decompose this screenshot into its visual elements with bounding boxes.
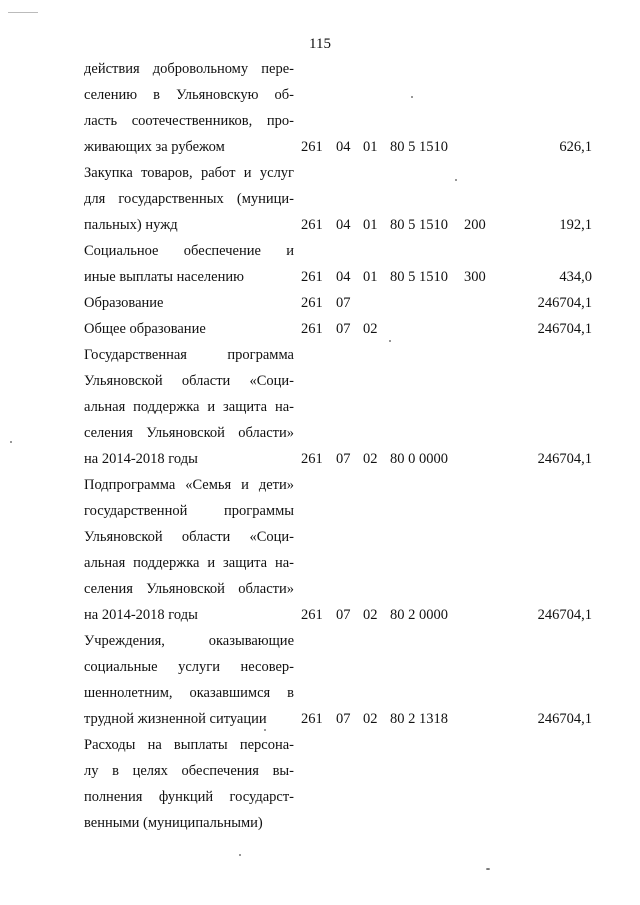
table-row <box>0 290 640 316</box>
table-row <box>0 342 640 472</box>
scan-speck <box>486 868 490 870</box>
scan-speck <box>389 340 391 342</box>
scan-speck <box>8 12 38 13</box>
description-line: Государственная программа <box>84 347 294 363</box>
description-line: Общее образование <box>84 321 206 337</box>
cell-rz: 07 <box>336 295 351 311</box>
description-line: для государственных (муници- <box>84 191 294 207</box>
description-line: на 2014-2018 годы <box>84 451 198 467</box>
description-line: иные выплаты населению <box>84 269 244 285</box>
description-line: пальных) нужд <box>84 217 178 233</box>
description-line: селения Ульяновской области» <box>84 425 294 441</box>
description-line: полнения функций государст- <box>84 789 294 805</box>
cell-csr: 80 2 0000 <box>390 607 448 623</box>
description-line: Ульяновской области «Соци- <box>84 529 294 545</box>
cell-csr: 80 5 1510 <box>390 139 448 155</box>
description-line: трудной жизненной ситуации <box>84 711 267 727</box>
cell-pr: 01 <box>363 217 378 233</box>
description-line: на 2014-2018 годы <box>84 607 198 623</box>
cell-pr: 02 <box>363 607 378 623</box>
description-line: альная поддержка и защита на- <box>84 555 294 571</box>
cell-adm: 261 <box>301 607 323 623</box>
description-line: Образование <box>84 295 164 311</box>
row-codes <box>0 316 640 342</box>
cell-rz: 04 <box>336 217 351 233</box>
cell-csr: 80 0 0000 <box>390 451 448 467</box>
table-row <box>0 238 640 290</box>
table-row <box>0 732 640 836</box>
cell-adm: 261 <box>301 139 323 155</box>
scan-speck <box>10 441 12 443</box>
cell-csr: 80 5 1510 <box>390 217 448 233</box>
row-codes <box>0 706 640 732</box>
description-line: Социальное обеспечение и <box>84 243 294 259</box>
cell-rz: 07 <box>336 607 351 623</box>
row-codes <box>0 810 640 836</box>
cell-rz: 04 <box>336 139 351 155</box>
description-line: селения Ульяновской области» <box>84 581 294 597</box>
cell-csr: 80 5 1510 <box>390 269 448 285</box>
cell-pr: 02 <box>363 321 378 337</box>
cell-sum: 246704,1 <box>537 451 592 467</box>
description-line: Расходы на выплаты персона- <box>84 737 294 753</box>
table-row <box>0 160 640 238</box>
cell-sum: 246704,1 <box>537 711 592 727</box>
row-codes <box>0 290 640 316</box>
cell-pr: 02 <box>363 451 378 467</box>
cell-csr: 80 2 1318 <box>390 711 448 727</box>
description-line: селению в Ульяновскую об- <box>84 87 294 103</box>
scan-speck <box>264 729 266 731</box>
table-row <box>0 56 640 160</box>
cell-pr: 02 <box>363 711 378 727</box>
cell-adm: 261 <box>301 321 323 337</box>
table-row <box>0 628 640 732</box>
scan-speck <box>455 179 457 181</box>
cell-pr: 01 <box>363 139 378 155</box>
description-line: Закупка товаров, работ и услуг <box>84 165 294 181</box>
table-row <box>0 472 640 628</box>
cell-vr: 300 <box>464 269 486 285</box>
table-row <box>0 316 640 342</box>
cell-adm: 261 <box>301 269 323 285</box>
scan-speck <box>411 96 413 98</box>
cell-sum: 192,1 <box>559 217 592 233</box>
row-codes <box>0 602 640 628</box>
cell-pr: 01 <box>363 269 378 285</box>
cell-sum: 626,1 <box>559 139 592 155</box>
description-line: государственной программы <box>84 503 294 519</box>
cell-adm: 261 <box>301 711 323 727</box>
cell-rz: 07 <box>336 321 351 337</box>
cell-adm: 261 <box>301 217 323 233</box>
row-codes <box>0 134 640 160</box>
cell-sum: 434,0 <box>559 269 592 285</box>
scan-speck <box>239 854 241 856</box>
cell-adm: 261 <box>301 295 323 311</box>
description-line: действия добровольному пере- <box>84 61 294 77</box>
description-line: альная поддержка и защита на- <box>84 399 294 415</box>
budget-table <box>0 56 640 836</box>
description-line: Подпрограмма «Семья и дети» <box>84 477 294 493</box>
description-line: шеннолетним, оказавшимся в <box>84 685 294 701</box>
cell-adm: 261 <box>301 451 323 467</box>
cell-rz: 07 <box>336 451 351 467</box>
row-codes <box>0 264 640 290</box>
cell-rz: 07 <box>336 711 351 727</box>
cell-sum: 246704,1 <box>537 321 592 337</box>
description-line: живающих за рубежом <box>84 139 225 155</box>
description-line: венными (муниципальными) <box>84 815 263 831</box>
description-line: социальные услуги несовер- <box>84 659 294 675</box>
page-number: 115 <box>309 36 331 52</box>
cell-rz: 04 <box>336 269 351 285</box>
cell-vr: 200 <box>464 217 486 233</box>
description-line: ласть соотечественников, про- <box>84 113 294 129</box>
cell-sum: 246704,1 <box>537 607 592 623</box>
row-codes <box>0 446 640 472</box>
cell-sum: 246704,1 <box>537 295 592 311</box>
description-line: лу в целях обеспечения вы- <box>84 763 294 779</box>
row-codes <box>0 212 640 238</box>
description-line: Ульяновской области «Соци- <box>84 373 294 389</box>
description-line: Учреждения, оказывающие <box>84 633 294 649</box>
